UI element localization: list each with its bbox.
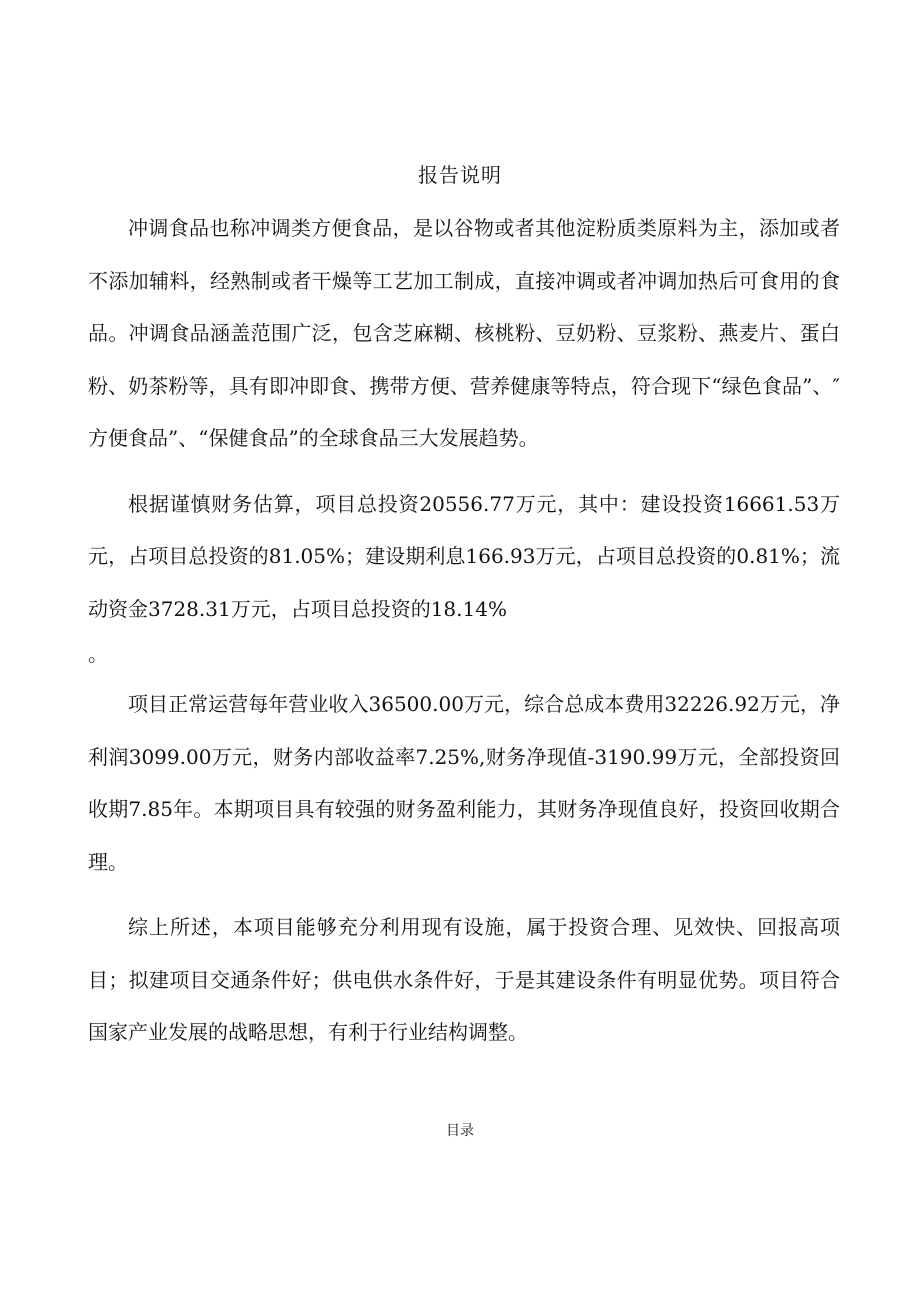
paragraph-conclusion: 综上所述，本项目能够充分利用现有设施，属于投资合理、见效快、回报高项目；拟建项目交通条件好；供电供水条件好，于是其建设条件有明显优势。项目符合国家产业发展的战略思想，有利于行业结构调整。: [88, 915, 840, 1044]
page-title: 报告说明: [418, 163, 502, 187]
paragraph-period-mark: 。: [88, 642, 108, 666]
paragraph-product-intro: 冲调食品也称冲调类方便食品，是以谷物或者其他淀粉质类原料为主，添加或者不添加辅料，经熟制或者干燥等工艺加工制成，直接冲调或者冲调加热后可食用的食品。冲调食品涵盖范围广泛，包含芝麻糊、核桃粉、豆奶粉、豆浆粉、燕麦片、蛋白粉、奶茶粉等，具有即冲即食、携带方便、营养健康等特点，符合现下“绿色食品”、″方便食品”、“保健食品”的全球食品三大发展趋势。: [88, 216, 840, 450]
paragraph-investment-estimate: 根据谨慎财务估算，项目总投资20556.77万元，其中：建设投资16661.53万元，占项目总投资的81.05%；建设期利息166.93万元，占项目总投资的0.81%；流动资金3728.31万元，占项目总投资的18.14%: [88, 491, 840, 621]
table-of-contents-heading: 目录: [446, 1123, 474, 1139]
paragraph-operating-returns: 项目正常运营每年营业收入36500.00万元，综合总成本费用32226.92万元，净利润3099.00万元，财务内部收益率7.25%,财务净现值-3190.99万元，全部投资回收期7.85年。本期项目具有较强的财务盈利能力，其财务净现值良好，投资回收期合理。: [88, 692, 840, 874]
report-body: [88, 202, 840, 1072]
